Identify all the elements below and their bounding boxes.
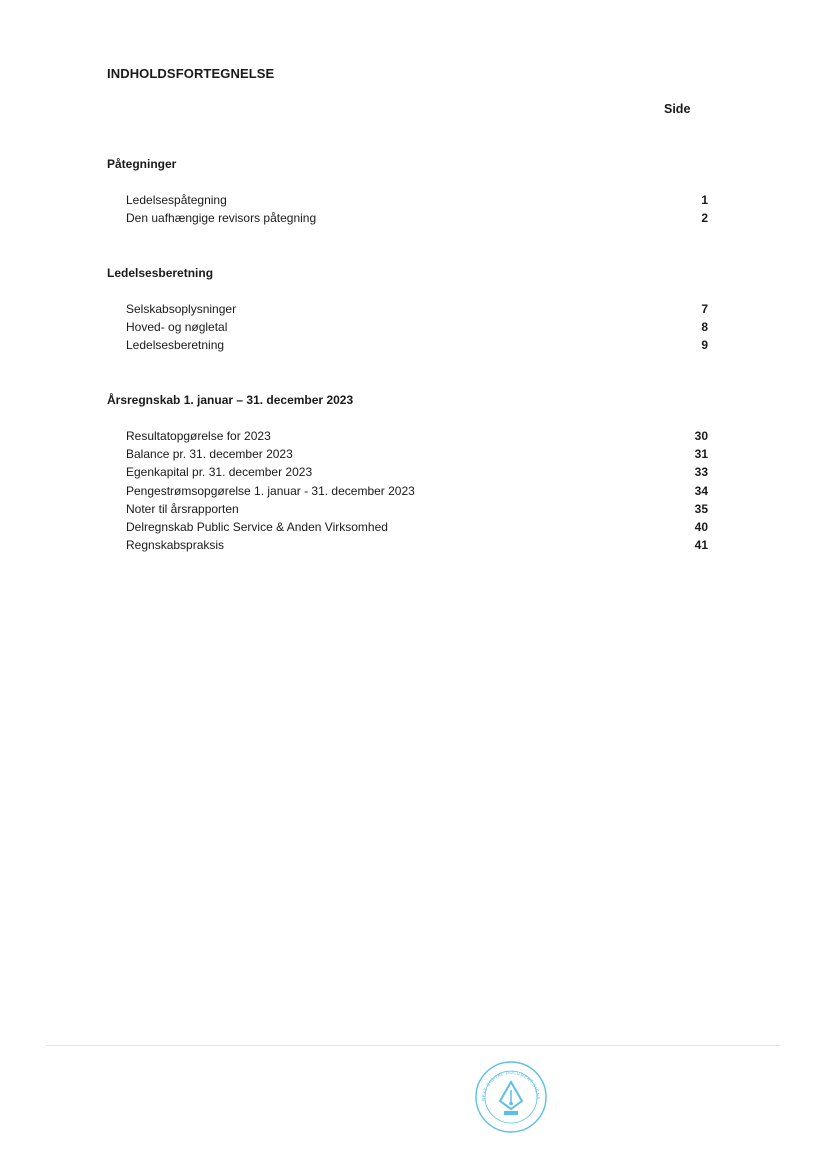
toc-entry-list [0, 302, 826, 357]
toc-entry-page: 1 [701, 193, 708, 207]
toc-entry-page: 9 [701, 338, 708, 353]
section-heading: Påtegninger [107, 157, 177, 171]
signature-seal [474, 1060, 548, 1134]
toc-entry-label: Balance pr. 31. december 2023 [126, 447, 293, 462]
toc-entry-list [0, 193, 826, 229]
svg-text:THE NEXT DIGITAL DOCUMENT SIGN [474, 1060, 541, 1101]
toc-entry-label: Selskabsoplysninger [126, 302, 237, 316]
toc-entry-label: Pengestrømsopgørelse 1. januar - 31. december 2023 [126, 483, 415, 498]
footer-divider [46, 1045, 780, 1046]
toc-entry-page: 33 [694, 465, 708, 480]
toc-entry[interactable] [0, 447, 826, 465]
toc-entry-page: 41 [694, 538, 708, 553]
toc-entry[interactable] [0, 484, 826, 502]
page-title: INDHOLDSFORTEGNELSE [107, 66, 275, 81]
toc-entry[interactable] [0, 338, 826, 356]
toc-entry-label: Den uafhængige revisors påtegning [126, 211, 317, 226]
toc-entry-page: 35 [694, 501, 708, 516]
toc-entry-page: 8 [701, 320, 708, 335]
toc-entry-list [0, 429, 826, 556]
toc-entry-page: 30 [694, 429, 708, 443]
toc-entry-page: 2 [701, 211, 708, 226]
toc-entry-label: Regnskabspraksis [126, 538, 225, 553]
toc-entry-label: Delregnskab Public Service & Anden Virksomhed [126, 519, 388, 534]
toc-entry[interactable] [0, 211, 826, 229]
toc-entry-page: 34 [694, 483, 708, 498]
toc-entry-label: Noter til årsrapporten [126, 501, 239, 516]
toc-entry[interactable] [0, 465, 826, 483]
toc-entry-label: Egenkapital pr. 31. december 2023 [126, 465, 313, 480]
toc-entry[interactable] [0, 429, 826, 447]
toc-entry[interactable] [0, 538, 826, 556]
section-heading: Årsregnskab 1. januar – 31. december 2023 [107, 393, 354, 407]
page-column-label: Side [664, 102, 691, 116]
toc-entry[interactable] [0, 302, 826, 320]
pen-nib-icon [474, 1060, 548, 1134]
toc-entry-label: Ledelsespåtegning [126, 193, 227, 207]
toc-entry[interactable] [0, 320, 826, 338]
toc-entry-label: Hoved- og nøgletal [126, 320, 228, 335]
toc-entry-label: Resultatopgørelse for 2023 [126, 429, 271, 443]
toc-entry-page: 7 [701, 302, 708, 316]
toc-entry-page: 40 [694, 519, 708, 534]
section-heading: Ledelsesberetning [107, 266, 214, 280]
toc-entry-page: 31 [694, 447, 708, 462]
toc-entry[interactable] [0, 520, 826, 538]
toc-entry[interactable] [0, 502, 826, 520]
seal-text: NEXT DIGITAL DOCUMENT SIGNA [481, 1070, 541, 1102]
toc-entry-label: Ledelsesberetning [126, 338, 225, 353]
toc-entry[interactable] [0, 193, 826, 211]
